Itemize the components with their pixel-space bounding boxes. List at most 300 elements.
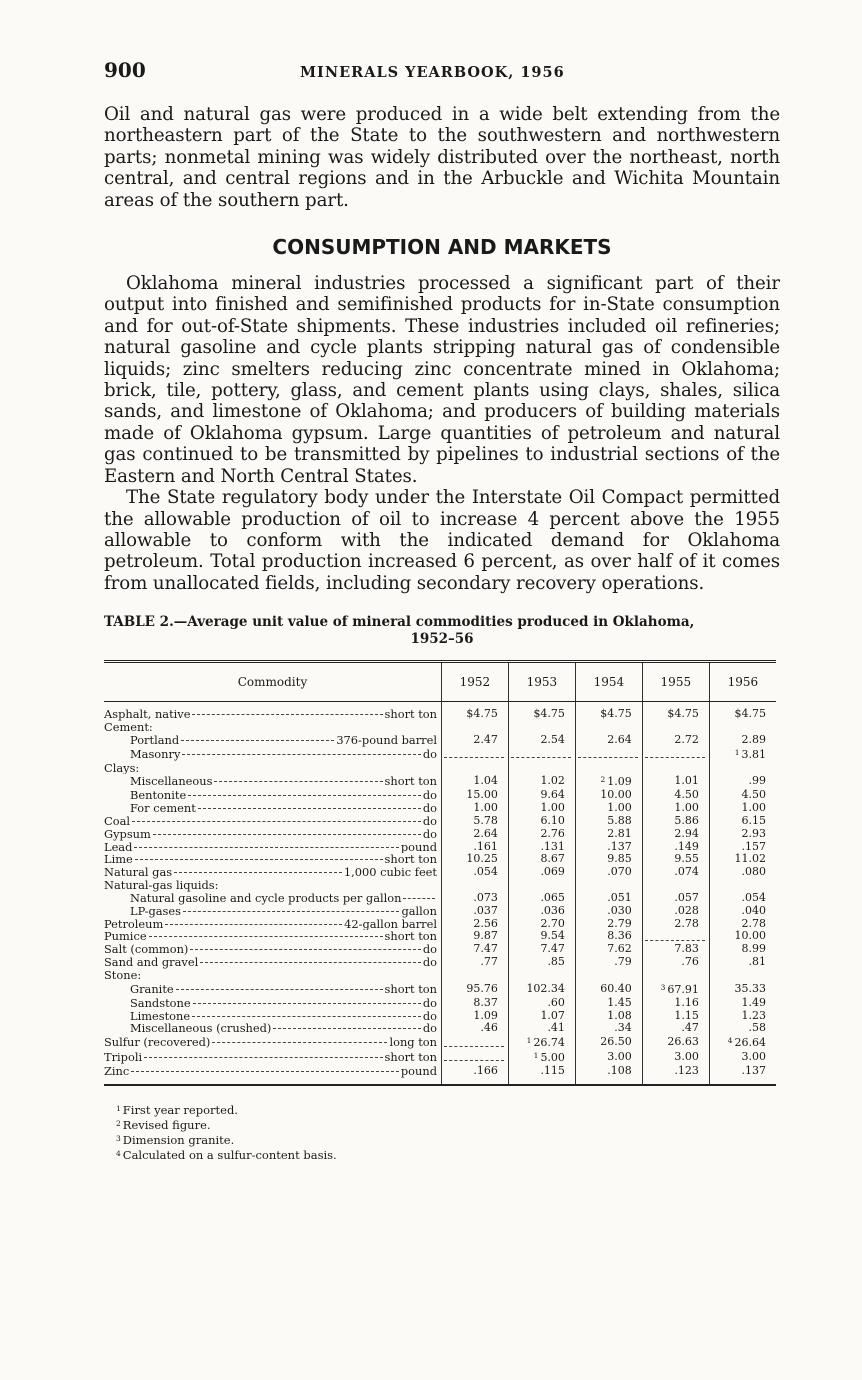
- cell-value: 1.23: [741, 1008, 766, 1022]
- table-row: [104, 1050, 776, 1065]
- commodity-unit: short ton: [384, 1051, 437, 1064]
- footnote: [116, 1132, 780, 1147]
- cell-value: 2.56: [473, 916, 498, 930]
- page-number: 900: [104, 58, 146, 82]
- commodity-unit: pound: [400, 1064, 437, 1078]
- commodity-name: Sand and gravel: [104, 956, 199, 969]
- cell-value: .069: [540, 865, 565, 879]
- cell-value: 5.86: [674, 813, 699, 827]
- cell-value: .054: [741, 890, 766, 904]
- commodity-unit: do: [422, 747, 437, 761]
- commodity-name: Sandstone: [130, 996, 191, 1010]
- commodity-cell: [104, 789, 442, 802]
- table-row: [104, 734, 776, 747]
- cell-value: 1.15: [674, 1008, 699, 1022]
- cell-value: 2.93: [741, 826, 766, 840]
- footnote-text: First year reported.: [122, 1102, 238, 1117]
- dot-leader: [273, 1028, 420, 1029]
- commodity-name: Salt (common): [104, 943, 189, 957]
- commodity-unit: short ton: [384, 708, 437, 721]
- cell-value: 7.62: [607, 942, 632, 956]
- body-paragraph: The State regulatory body under the Interstate Oil Compact permitted the allowable production of oil to increase 4 percent above the 1955 allowable to conform with the indicated demand for Oklahoma petroleum. Total production increased 6 percent, as over half of it comes from unallocated fields, including secondary recovery operations.: [104, 487, 780, 594]
- cell-value: .065: [540, 890, 565, 904]
- commodity-name: For cement: [130, 802, 196, 815]
- cell-value: 102.34: [526, 981, 565, 995]
- cell-value: 26.63: [667, 1035, 699, 1049]
- commodity-unit: 42-gallon barrel: [344, 917, 437, 931]
- cell-value: 1.01: [674, 774, 699, 788]
- cell-value: .070: [607, 865, 632, 879]
- footnote-marker: 1: [734, 747, 740, 757]
- cell-value: .123: [674, 1063, 699, 1077]
- column-header: 1953: [508, 662, 575, 702]
- page: [104, 58, 780, 1162]
- cell-value: .037: [473, 903, 498, 917]
- commodity-name: Bentonite: [130, 789, 187, 803]
- cell-value: 7.47: [540, 942, 565, 956]
- cell-value: 2.64: [607, 732, 632, 746]
- cell-value: 1.45: [607, 995, 632, 1009]
- commodity-cell: [104, 762, 442, 775]
- cell-value: 2.70: [540, 916, 565, 930]
- dot-leader: [214, 781, 382, 782]
- commodity-name: Stone:: [104, 969, 142, 982]
- value-cell: [508, 982, 575, 997]
- table-body: [104, 702, 776, 1085]
- footnote: [116, 1117, 780, 1132]
- value-cell: [575, 982, 642, 997]
- value-cell: [642, 969, 709, 982]
- value-cell: [709, 1065, 776, 1078]
- cell-value: .057: [674, 890, 699, 904]
- cell-value: .79: [614, 955, 632, 969]
- commodity-name: LP-gases: [130, 904, 181, 918]
- value-cell: [642, 918, 709, 931]
- cell-value: 6.10: [540, 813, 565, 827]
- cell-value: .47: [681, 1021, 699, 1035]
- value-cell: [508, 956, 575, 969]
- value-cell: [508, 969, 575, 982]
- value-cell: [575, 1050, 642, 1065]
- commodity-unit: short ton: [384, 982, 437, 996]
- table-caption: [104, 614, 780, 648]
- no-data-dash: [578, 750, 638, 758]
- dot-leader: [153, 834, 421, 835]
- footnote: [116, 1102, 780, 1117]
- cell-value: .054: [473, 865, 498, 879]
- dot-leader: [200, 962, 421, 963]
- footnote-text: Dimension granite.: [122, 1132, 235, 1147]
- commodity-unit: gallon: [401, 904, 437, 918]
- value-cell: [508, 774, 575, 789]
- value-cell: [442, 982, 509, 997]
- table-spacer-row: [104, 1078, 776, 1085]
- value-cell: [709, 762, 776, 775]
- cell-value: $4.75: [600, 707, 632, 721]
- value-cell: [508, 734, 575, 747]
- cell-value: .073: [473, 890, 498, 904]
- dot-leader: [131, 1071, 399, 1072]
- dot-leader: [144, 1057, 382, 1058]
- commodity-unit: long ton: [389, 1036, 437, 1050]
- cell-value: .161: [473, 839, 498, 853]
- commodity-name: Clays:: [104, 761, 140, 775]
- table-caption-line: 1952–56: [410, 631, 474, 648]
- commodity-unit: short ton: [384, 853, 437, 867]
- commodity-cell: [104, 774, 442, 789]
- table-row: [104, 866, 776, 879]
- cell-value: .108: [607, 1063, 632, 1077]
- value-cell: [508, 866, 575, 879]
- dot-leader: [135, 859, 383, 860]
- footnote-mark: 2: [116, 1118, 121, 1128]
- table-row: [104, 747, 776, 762]
- commodity-name: Limestone: [130, 1009, 191, 1023]
- cell-value: .131: [540, 839, 565, 853]
- cell-value: 8.37: [473, 995, 498, 1009]
- value-cell: [642, 708, 709, 721]
- cell-value: 9.54: [540, 929, 565, 943]
- cell-value: 2.76: [540, 826, 565, 840]
- commodity-cell: [104, 905, 442, 918]
- cell-value: 3.00: [607, 1050, 632, 1064]
- commodity-name: Natural gas: [104, 866, 173, 880]
- cell-value: $4.75: [466, 707, 498, 721]
- commodity-name: Pumice: [104, 930, 147, 944]
- value-cell: [442, 943, 509, 956]
- cell-value: 60.40: [600, 981, 632, 995]
- value-cell: [575, 969, 642, 982]
- cell-value: 5.88: [607, 813, 632, 827]
- cell-value: 1.00: [674, 801, 699, 815]
- value-cell: [442, 774, 509, 789]
- value-cell: [575, 708, 642, 721]
- cell-value: .080: [741, 865, 766, 879]
- value-cell: [709, 1010, 776, 1023]
- commodity-name: Cement:: [104, 720, 153, 734]
- cell-value: 1.02: [540, 774, 565, 788]
- dot-leader: [403, 898, 435, 899]
- value-cell: [442, 1010, 509, 1023]
- cell-value: 4.50: [674, 788, 699, 802]
- table-row: [104, 918, 776, 931]
- dot-leader: [176, 989, 383, 990]
- footnote: [116, 1147, 780, 1162]
- commodity-cell: [104, 734, 442, 747]
- commodity-unit: do: [422, 956, 437, 969]
- commodity-cell: [104, 1022, 442, 1035]
- cell-value: 1.00: [741, 801, 766, 815]
- section-heading: CONSUMPTION AND MARKETS: [272, 235, 612, 260]
- value-cell: [642, 1035, 709, 1050]
- cell-value: 3.81: [741, 747, 766, 761]
- commodity-name: Portland: [130, 733, 180, 747]
- value-cell: [709, 747, 776, 762]
- value-cell: [642, 1065, 709, 1078]
- commodity-cell: [104, 879, 442, 892]
- cell-value: .137: [741, 1063, 766, 1077]
- running-header: [104, 58, 780, 86]
- cell-value: .036: [540, 903, 565, 917]
- column-header: 1956: [709, 662, 776, 702]
- cell-value: .051: [607, 890, 632, 904]
- commodity-cell: [104, 841, 442, 854]
- cell-value: 1.08: [607, 1008, 632, 1022]
- cell-value: 2.79: [607, 916, 632, 930]
- value-cell: [642, 1050, 709, 1065]
- cell-value: .157: [741, 839, 766, 853]
- commodity-cell: [104, 956, 442, 969]
- value-cell: [575, 943, 642, 956]
- cell-value: .41: [547, 1021, 565, 1035]
- value-cell: [575, 762, 642, 775]
- value-cell: [442, 708, 509, 721]
- cell-value: 8.36: [607, 929, 632, 943]
- cell-value: .115: [540, 1063, 565, 1077]
- footnote-marker: 1: [526, 1036, 532, 1046]
- cell-value: 4.50: [741, 788, 766, 802]
- cell-value: 7.83: [674, 942, 699, 956]
- value-cell: [642, 734, 709, 747]
- commodity-name: Gypsum: [104, 827, 151, 841]
- commodity-name: Granite: [130, 982, 174, 996]
- commodity-cell: [104, 1050, 442, 1065]
- value-cell: [642, 956, 709, 969]
- value-cell: [508, 1035, 575, 1050]
- value-cell: [709, 774, 776, 789]
- dot-leader: [165, 924, 342, 925]
- spacer-cell: [442, 1078, 509, 1085]
- dot-leader: [132, 821, 421, 822]
- cell-value: 26.64: [734, 1036, 766, 1050]
- commodity-name: Zinc: [104, 1064, 130, 1078]
- dot-leader: [149, 936, 383, 937]
- value-cell: [508, 1065, 575, 1078]
- no-data-dash: [444, 750, 504, 758]
- cell-value: 2.54: [540, 732, 565, 746]
- cell-value: .46: [480, 1021, 498, 1035]
- cell-value: .99: [748, 774, 766, 788]
- value-cell: [508, 747, 575, 762]
- cell-value: 8.99: [741, 942, 766, 956]
- value-cell: [642, 774, 709, 789]
- table-row: [104, 762, 776, 775]
- table-row: [104, 1022, 776, 1035]
- cell-value: 3.00: [741, 1050, 766, 1064]
- commodity-cell: [104, 708, 442, 721]
- commodity-cell: [104, 1035, 442, 1050]
- cell-value: 2.94: [674, 826, 699, 840]
- value-cell: [642, 762, 709, 775]
- value-cell: [508, 762, 575, 775]
- cell-value: 1.49: [741, 995, 766, 1009]
- dot-leader: [188, 795, 421, 796]
- commodity-cell: [104, 802, 442, 815]
- value-cell: [709, 1035, 776, 1050]
- value-cell: [508, 708, 575, 721]
- commodity-cell: [104, 943, 442, 956]
- footnote-marker: 1: [533, 1051, 539, 1061]
- commodity-cell: [104, 1010, 442, 1023]
- table-row: [104, 1035, 776, 1050]
- column-header: 1954: [575, 662, 642, 702]
- dot-leader: [181, 740, 334, 741]
- cell-value: .028: [674, 903, 699, 917]
- table-row: [104, 1010, 776, 1023]
- cell-value: 7.47: [473, 942, 498, 956]
- commodity-cell: [104, 969, 442, 982]
- commodity-cell: [104, 997, 442, 1010]
- value-cell: [442, 866, 509, 879]
- footnote-marker: 4: [727, 1036, 733, 1046]
- table-row: [104, 969, 776, 982]
- value-cell: [642, 1022, 709, 1035]
- table-row: [104, 982, 776, 997]
- value-cell: [442, 956, 509, 969]
- footnote-marker: 3: [660, 982, 666, 992]
- cell-value: 1.09: [473, 1008, 498, 1022]
- value-cell: [442, 1035, 509, 1050]
- cell-value: .166: [473, 1063, 498, 1077]
- value-cell: [508, 943, 575, 956]
- cell-value: 1.16: [674, 995, 699, 1009]
- commodity-name: Miscellaneous (crushed): [130, 1022, 272, 1036]
- cell-value: .85: [547, 955, 565, 969]
- cell-value: 9.64: [540, 788, 565, 802]
- dot-leader: [182, 754, 420, 755]
- footnote-marker: 2: [600, 775, 606, 785]
- column-header: 1952: [442, 662, 509, 702]
- no-data-dash: [444, 1039, 504, 1047]
- commodity-cell: [104, 721, 442, 734]
- commodity-unit: do: [422, 943, 437, 957]
- commodity-cell: [104, 747, 442, 762]
- commodity-cell: [104, 853, 442, 866]
- commodity-cell: [104, 815, 442, 828]
- commodity-name: Lime: [104, 853, 133, 867]
- value-cell: [642, 943, 709, 956]
- value-cell: [575, 774, 642, 789]
- footnote-text: Revised figure.: [122, 1117, 211, 1132]
- table-header-row: [104, 662, 776, 702]
- value-cell: [442, 1065, 509, 1078]
- dot-leader: [198, 808, 421, 809]
- dot-leader: [183, 911, 399, 912]
- commodity-unit: do: [422, 1009, 437, 1023]
- value-cell: [442, 747, 509, 762]
- no-data-dash: [511, 750, 571, 758]
- cell-value: 26.74: [533, 1036, 565, 1050]
- value-cell: [642, 982, 709, 997]
- cell-value: 2.47: [473, 732, 498, 746]
- value-cell: [575, 1035, 642, 1050]
- cell-value: .040: [741, 903, 766, 917]
- cell-value: .77: [480, 955, 498, 969]
- cell-value: 6.15: [741, 813, 766, 827]
- value-cell: [709, 982, 776, 997]
- commodity-name: Masonry: [130, 747, 181, 761]
- column-header: 1955: [642, 662, 709, 702]
- running-title: MINERALS YEARBOOK, 1956: [300, 64, 565, 81]
- cell-value: .074: [674, 865, 699, 879]
- value-cell: [442, 734, 509, 747]
- spacer-cell: [508, 1078, 575, 1085]
- value-cell: [575, 1010, 642, 1023]
- cell-value: 95.76: [466, 981, 498, 995]
- commodity-unit: do: [422, 827, 437, 841]
- value-cell: [642, 1010, 709, 1023]
- body-paragraph: Oklahoma mineral industries processed a significant part of their output into finished and semifinished products for in-State consumption and for out-of-State shipments. These industries included oil refineries; natural gasoline and cycle plants stripping natural gas of condensible liquids; zinc smelters reducing zinc concentrate mined in Oklahoma; brick, tile, pottery, glass, and cement plants using clays, shales, silica sands, and limestone of Oklahoma; and producers of building materials made of Oklahoma gypsum. Large quantities of petroleum and natural gas continued to be transmitted by pipelines to industrial sections of the Eastern and North Central States.: [104, 273, 780, 487]
- cell-value: $4.75: [533, 707, 565, 721]
- column-header: Commodity: [104, 662, 442, 702]
- cell-value: .149: [674, 839, 699, 853]
- dot-leader: [174, 872, 342, 873]
- commodity-cell: [104, 930, 442, 943]
- dot-leader: [212, 1042, 387, 1043]
- commodity-unit: do: [422, 802, 437, 815]
- value-cell: [508, 1010, 575, 1023]
- cell-value: 2.81: [607, 826, 632, 840]
- commodity-name: Natural gasoline and cycle products per gallon: [130, 891, 402, 905]
- cell-value: 2.72: [674, 732, 699, 746]
- commodity-name: Sulfur (recovered): [104, 1036, 211, 1050]
- cell-value: .34: [614, 1021, 632, 1035]
- dot-leader: [134, 847, 398, 848]
- value-cell: [709, 734, 776, 747]
- value-cell: [508, 1022, 575, 1035]
- value-cell: [709, 943, 776, 956]
- unit-value-table: [104, 660, 776, 1086]
- value-cell: [575, 747, 642, 762]
- value-cell: [709, 1022, 776, 1035]
- commodity-name: Asphalt, native: [104, 708, 191, 721]
- value-cell: [575, 1022, 642, 1035]
- cell-value: 11.02: [734, 852, 766, 866]
- commodity-name: Miscellaneous: [130, 775, 213, 789]
- cell-value: .137: [607, 839, 632, 853]
- value-cell: [642, 866, 709, 879]
- cell-value: 2.89: [741, 732, 766, 746]
- cell-value: $4.75: [667, 707, 699, 721]
- cell-value: 2.78: [741, 916, 766, 930]
- cell-value: .81: [748, 955, 766, 969]
- table-row: [104, 943, 776, 956]
- commodity-unit: do: [422, 996, 437, 1010]
- value-cell: [709, 956, 776, 969]
- spacer-cell: [575, 1078, 642, 1085]
- cell-value: .76: [681, 955, 699, 969]
- value-cell: [709, 866, 776, 879]
- value-cell: [642, 747, 709, 762]
- commodity-name: Lead: [104, 840, 133, 854]
- cell-value: 3.00: [674, 1050, 699, 1064]
- footnote-mark: 3: [116, 1133, 121, 1143]
- cell-value: 1.07: [540, 1008, 565, 1022]
- cell-value: 8.67: [540, 852, 565, 866]
- no-data-dash: [444, 1053, 504, 1061]
- cell-value: $4.75: [734, 707, 766, 721]
- cell-value: 1.00: [473, 801, 498, 815]
- commodity-unit: 1,000 cubic feet: [343, 866, 437, 880]
- cell-value: 1.09: [607, 775, 632, 789]
- spacer-cell: [642, 1078, 709, 1085]
- commodity-name: Petroleum: [104, 917, 164, 931]
- cell-value: 5.00: [540, 1051, 565, 1065]
- value-cell: [442, 1022, 509, 1035]
- footnotes: [104, 1102, 780, 1162]
- spacer-cell: [104, 1078, 442, 1085]
- value-cell: [709, 1050, 776, 1065]
